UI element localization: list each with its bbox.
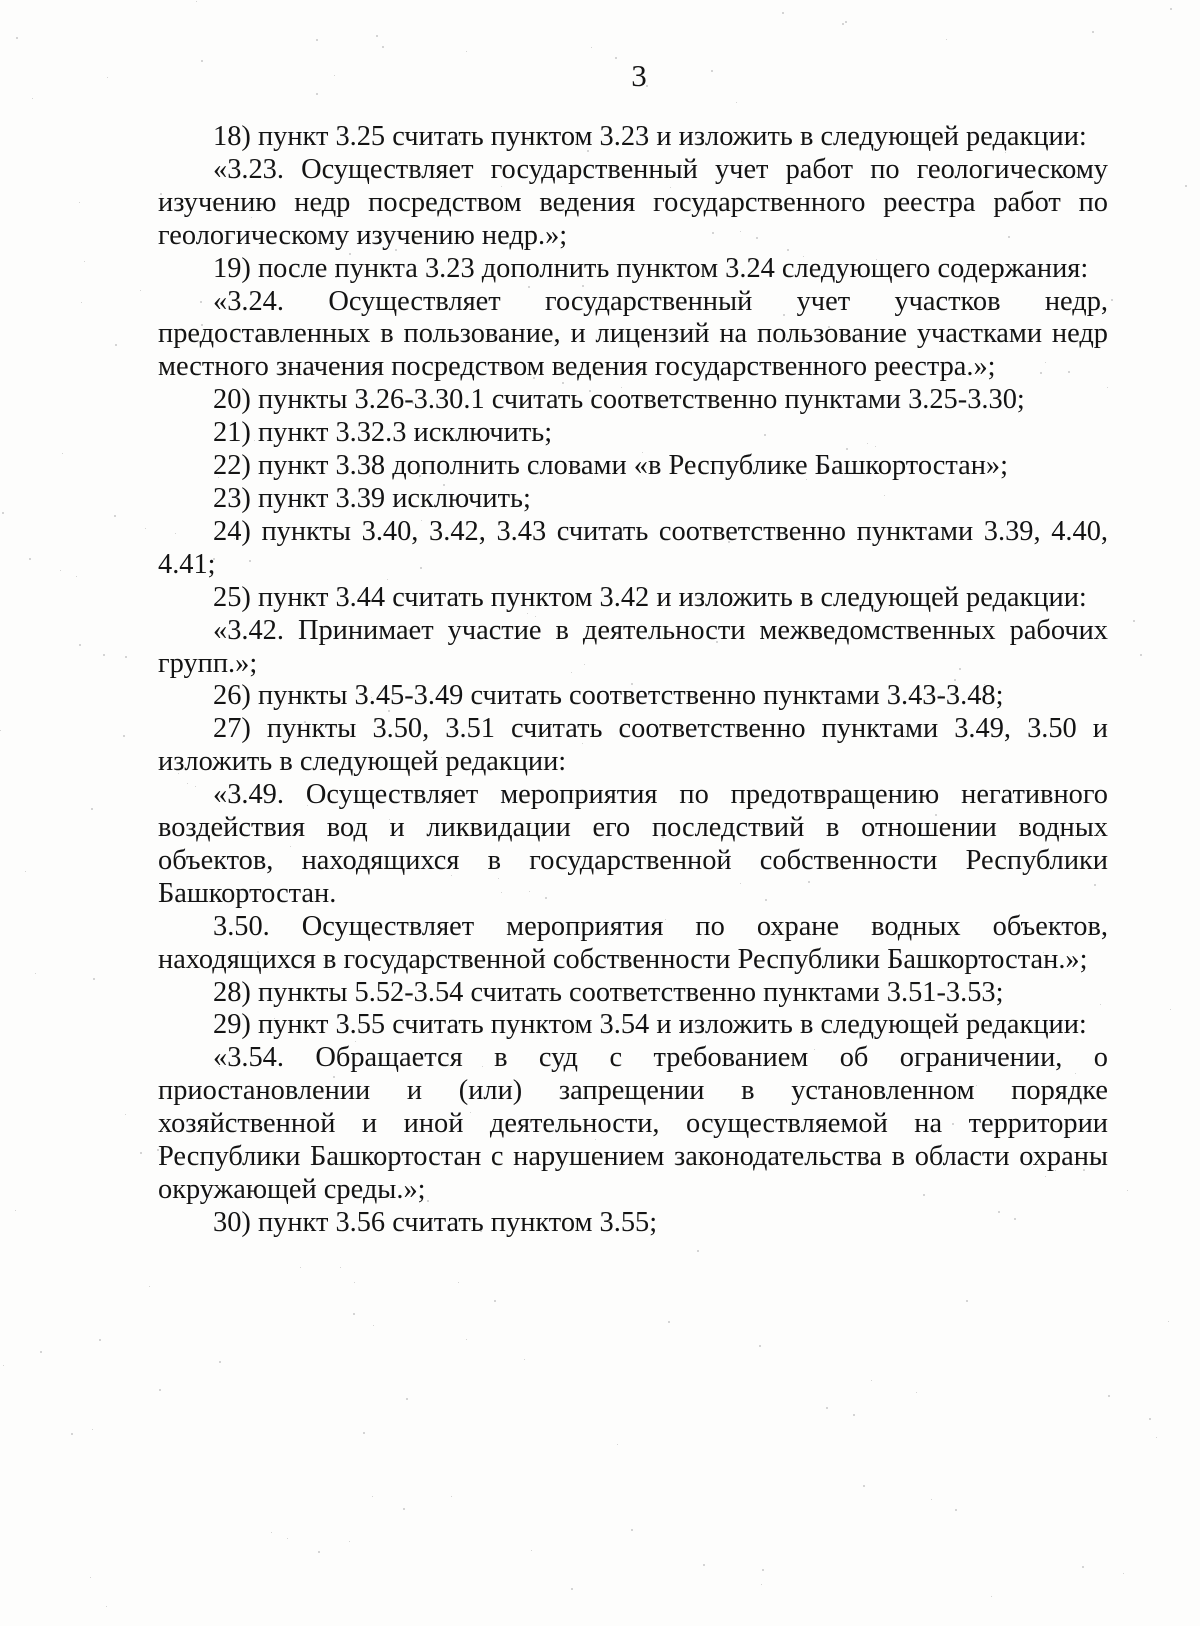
scan-speck xyxy=(1133,620,1135,622)
scan-speck xyxy=(103,654,105,656)
scan-speck xyxy=(703,1564,705,1566)
scan-speck xyxy=(1170,1009,1171,1010)
scan-speck xyxy=(966,1300,968,1302)
scan-speck xyxy=(668,1321,670,1323)
quoted-paragraph-3-23: «3.23. Осуществляет государственный учет работ по геологическому изучению недр посредством ведения государственного реестра работ по геологическому изучению недр.»; xyxy=(158,153,1108,251)
paragraph-item-18: 18) пункт 3.25 считать пунктом 3.23 и изложить в следующей редакции: xyxy=(213,121,1087,152)
scan-speck xyxy=(363,1432,365,1434)
scan-speck xyxy=(406,1398,408,1400)
scan-speck xyxy=(149,1286,150,1287)
scan-speck xyxy=(79,644,81,646)
scan-speck xyxy=(853,1414,855,1416)
scan-speck xyxy=(99,1339,101,1341)
scan-speck xyxy=(196,1,197,2)
scan-speck xyxy=(826,1407,828,1409)
scan-speck xyxy=(354,1282,355,1283)
scan-speck xyxy=(863,1485,865,1487)
quoted-paragraph-3-42: «3.42. Принимает участие в деятельности межведомственных рабочих групп.»; xyxy=(158,614,1108,679)
scan-speck xyxy=(84,261,85,262)
scan-speck xyxy=(114,515,116,517)
paragraph-item-27: 27) пункты 3.50, 3.51 считать соответственно пунктами 3.49, 3.50 и изложить в следующей редакции: xyxy=(158,713,1108,778)
scan-speck xyxy=(287,1538,288,1539)
scan-speck xyxy=(1156,1437,1157,1438)
scan-speck xyxy=(466,1339,467,1340)
paragraph-item-29: 29) пункт 3.55 считать пунктом 3.54 и изложить в следующей редакции: xyxy=(213,1009,1087,1041)
scan-speck xyxy=(466,51,467,52)
scan-speck xyxy=(2,512,4,514)
scan-speck xyxy=(219,1361,221,1363)
scan-speck xyxy=(916,1392,917,1393)
scan-speck xyxy=(451,1496,452,1497)
scan-speck xyxy=(1111,299,1113,301)
scan-speck xyxy=(736,102,737,103)
scan-speck xyxy=(761,1584,762,1585)
scan-speck xyxy=(29,558,31,560)
scan-speck xyxy=(3,1365,4,1366)
scan-speck xyxy=(845,21,847,23)
scan-speck xyxy=(125,656,127,658)
scan-speck xyxy=(1092,31,1094,33)
quoted-paragraph-3-54: «3.54. Обращается в суд с требованием об ограничении, о приостановлении и (или) запрещении в установленном порядке хозяйственной и иной деятельности, осуществляемой на территории Республики Башкортостан с нарушением законодательства в области охраны окружающей среды.»; xyxy=(158,1042,1108,1205)
paragraph-item-21: 21) пункт 3.32.3 исключить; xyxy=(213,417,553,449)
scan-speck xyxy=(159,1389,161,1391)
scan-speck xyxy=(1185,185,1187,187)
scan-speck xyxy=(62,453,63,454)
scan-speck xyxy=(494,1300,496,1302)
scan-speck xyxy=(0,730,1,731)
scan-speck xyxy=(373,1325,374,1326)
paragraph-item-20: 20) пункты 3.26-3.30.1 считать соответственно пунктами 3.25-3.30; xyxy=(213,384,1025,416)
scan-speck xyxy=(145,528,146,529)
scan-speck xyxy=(617,1444,618,1445)
scan-speck xyxy=(125,1114,126,1115)
scan-speck xyxy=(81,302,82,303)
paragraph-item-26: 26) пункты 3.45-3.49 считать соответственно пунктами 3.43-3.48; xyxy=(213,680,1004,712)
scan-speck xyxy=(92,1429,93,1430)
scan-speck xyxy=(1140,654,1142,656)
scan-speck xyxy=(318,1551,320,1553)
scan-speck xyxy=(524,1359,525,1360)
scan-speck xyxy=(91,808,93,810)
scan-speck xyxy=(71,1433,73,1435)
scan-speck xyxy=(115,344,117,346)
scan-speck xyxy=(123,735,125,737)
page-number: 3 xyxy=(631,58,647,93)
scan-speck xyxy=(531,1550,532,1551)
document-body xyxy=(158,121,1108,1240)
scan-speck xyxy=(871,1380,872,1381)
scan-speck xyxy=(1108,1395,1110,1397)
scan-speck xyxy=(40,1351,42,1353)
paragraph-item-24: 24) пункты 3.40, 3.42, 3.43 считать соответственно пунктами 3.39, 4.40, 4.41; xyxy=(158,515,1108,580)
scan-speck xyxy=(25,871,26,872)
scan-speck xyxy=(349,1541,350,1542)
scan-speck xyxy=(316,39,318,41)
scan-speck xyxy=(32,98,33,99)
scan-speck xyxy=(591,47,592,48)
scan-speck xyxy=(382,46,384,48)
paragraph-item-22: 22) пункт 3.38 дополнить словами «в Республике Башкортостан»; xyxy=(213,450,1008,482)
scan-speck xyxy=(372,1496,373,1497)
scan-speck xyxy=(842,23,844,25)
scan-speck xyxy=(631,1529,633,1531)
scan-speck xyxy=(762,1569,764,1571)
scan-speck xyxy=(15,1210,16,1211)
scan-speck xyxy=(759,1345,761,1347)
scan-speck xyxy=(1127,1190,1128,1191)
scan-speck xyxy=(955,1509,957,1511)
scan-speck xyxy=(271,1532,272,1533)
scan-speck xyxy=(353,1313,355,1315)
paragraph-item-30: 30) пункт 3.56 считать пунктом 3.55; xyxy=(213,1206,658,1238)
scan-speck xyxy=(93,978,95,980)
scan-speck xyxy=(140,1152,142,1154)
scan-speck xyxy=(1123,1573,1124,1574)
scan-speck xyxy=(90,1577,91,1578)
scan-speck xyxy=(571,1588,573,1590)
paragraph-item-23: 23) пункт 3.39 исключить; xyxy=(213,482,531,514)
scan-speck xyxy=(946,39,947,40)
paragraph-item-19: 19) после пункта 3.23 дополнить пунктом 3.24 следующего содержания: xyxy=(213,252,1089,284)
scan-speck xyxy=(300,1267,301,1268)
scan-speck xyxy=(1082,1566,1084,1568)
scan-speck xyxy=(1149,1418,1151,1420)
scan-speck xyxy=(931,1499,932,1500)
quoted-paragraph-3-49: «3.49. Осуществляет мероприятия по предотвращению негативного воздействия вод и ликвидации его последствий в отношении водных объектов, находящихся в государственной собственности Республики Башкортостан. xyxy=(158,779,1108,909)
scan-speck xyxy=(376,35,378,37)
scan-speck xyxy=(140,290,141,291)
scan-speck xyxy=(76,576,77,577)
scan-speck xyxy=(782,12,784,14)
scan-speck xyxy=(403,1508,405,1510)
scan-speck xyxy=(340,1267,341,1268)
scan-speck xyxy=(991,1596,992,1597)
scan-speck xyxy=(16,37,18,39)
scan-speck xyxy=(35,973,36,974)
paragraph-item-28: 28) пункты 5.52-3.54 считать соответственно пунктами 3.51-3.53; xyxy=(213,976,1004,1008)
quoted-paragraph-3-50: 3.50. Осуществляет мероприятия по охране водных объектов, находящихся в государственной собственности Республики Башкортостан.»; xyxy=(158,910,1108,975)
paragraph-item-25: 25) пункт 3.44 считать пунктом 3.42 и изложить в следующей редакции: xyxy=(213,581,1087,613)
scan-speck xyxy=(106,1606,107,1607)
scan-speck xyxy=(458,1282,459,1283)
quoted-paragraph-3-24: «3.24. Осуществляет государственный учет участков недр, предоставленных в пользование, и лицензий на пользование участками недр местного значения посредством ведения государственного реестра.»; xyxy=(158,285,1108,383)
scan-speck xyxy=(60,570,61,571)
scan-speck xyxy=(697,1250,699,1252)
scan-speck xyxy=(79,202,80,203)
scan-speck xyxy=(1168,1321,1169,1322)
scan-speck xyxy=(1170,8,1172,10)
